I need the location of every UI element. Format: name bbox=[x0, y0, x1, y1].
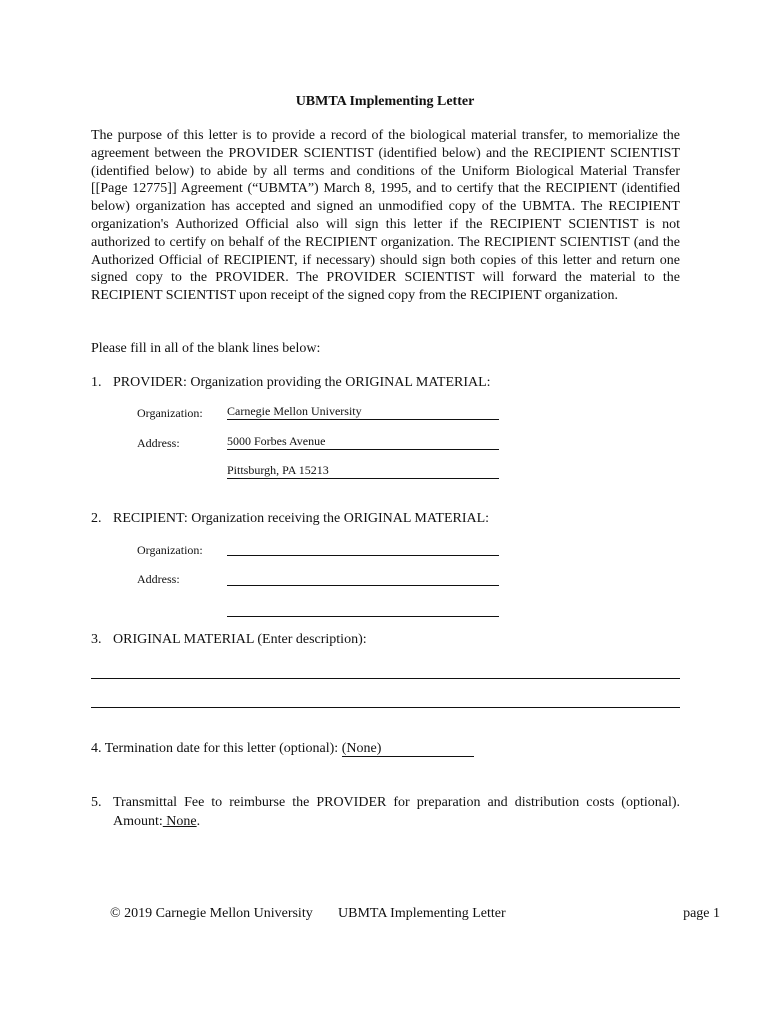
fee-text: Transmittal Fee to reimburse the PROVIDER for preparation and distribution costs (optional). Amount: bbox=[113, 795, 680, 829]
footer-center-title: UBMTA Implementing Letter bbox=[338, 906, 506, 921]
recipient-address-line2-field[interactable] bbox=[227, 601, 499, 617]
provider-org-field[interactable]: Carnegie Mellon University bbox=[227, 404, 499, 420]
instructions-text: Please fill in all of the blank lines below: bbox=[91, 341, 321, 356]
termination-date-field[interactable] bbox=[342, 741, 474, 757]
provider-org-label: Organization: bbox=[137, 406, 203, 420]
fee-end: . bbox=[196, 814, 201, 829]
termination-label: 4. Termination date for this letter (optional): bbox=[91, 741, 339, 756]
termination-row bbox=[91, 741, 474, 757]
document-title: UBMTA Implementing Letter bbox=[295, 94, 475, 109]
provider-heading bbox=[91, 375, 491, 391]
recipient-address-line1-field[interactable] bbox=[227, 570, 499, 586]
intro-paragraph: The purpose of this letter is to provide a record of the biological material transfer, to memorialize the agreement between the PROVIDER SCIENTIST (identified below) and the RECIPIENT SCIENTIST (identified below) to abide by all terms and conditions of the Uniform Biological Material Transfer [[Page 12775]] Agreement (“UBMTA”) March 8, 1995, and to certify that the RECIPIENT (identified below) organization has accepted and signed an unmodified copy of the UBMTA. The RECIPIENT organization's Authorized Official also will sign this letter if the RECIPIENT SCIENTIST is not authorized to certify on behalf of the RECIPIENT organization. The RECIPIENT SCIENTIST (and the Authorized Official of RECIPIENT, if necessary) should sign both copies of this letter and return one signed copy to the PROVIDER. The PROVIDER SCIENTIST will forward the material to the RECIPIENT SCIENTIST upon receipt of the signed copy from the RECIPIENT organization. bbox=[91, 128, 680, 304]
material-description-line1[interactable] bbox=[91, 678, 680, 679]
provider-address-line1-field[interactable]: 5000 Forbes Avenue bbox=[227, 434, 499, 450]
provider-address-label: Address: bbox=[137, 436, 180, 450]
fee-number: 5. bbox=[91, 795, 102, 810]
footer-copyright: © 2019 Carnegie Mellon University bbox=[110, 906, 313, 921]
recipient-org-label: Organization: bbox=[137, 543, 203, 557]
material-number: 3. bbox=[91, 632, 102, 647]
recipient-heading-text: RECIPIENT: Organization receiving the ORIGINAL MATERIAL: bbox=[113, 511, 490, 526]
provider-number: 1. bbox=[91, 375, 102, 390]
recipient-heading bbox=[91, 511, 489, 527]
material-heading-text: ORIGINAL MATERIAL (Enter description): bbox=[113, 632, 367, 647]
provider-address-line2-field[interactable]: Pittsburgh, PA 15213 bbox=[227, 463, 499, 479]
recipient-number: 2. bbox=[91, 511, 102, 526]
material-heading bbox=[91, 632, 367, 648]
fee-paragraph bbox=[113, 793, 680, 831]
termination-value: (None) bbox=[341, 741, 382, 756]
fee-amount-field[interactable]: None bbox=[162, 814, 197, 829]
recipient-org-field[interactable] bbox=[227, 540, 499, 556]
provider-heading-text: PROVIDER: Organization providing the ORIGINAL MATERIAL: bbox=[113, 375, 491, 390]
recipient-address-label: Address: bbox=[137, 572, 180, 586]
fee-section bbox=[91, 793, 680, 831]
material-description-line2[interactable] bbox=[91, 707, 680, 708]
footer-page-number: page 1 bbox=[683, 906, 720, 921]
